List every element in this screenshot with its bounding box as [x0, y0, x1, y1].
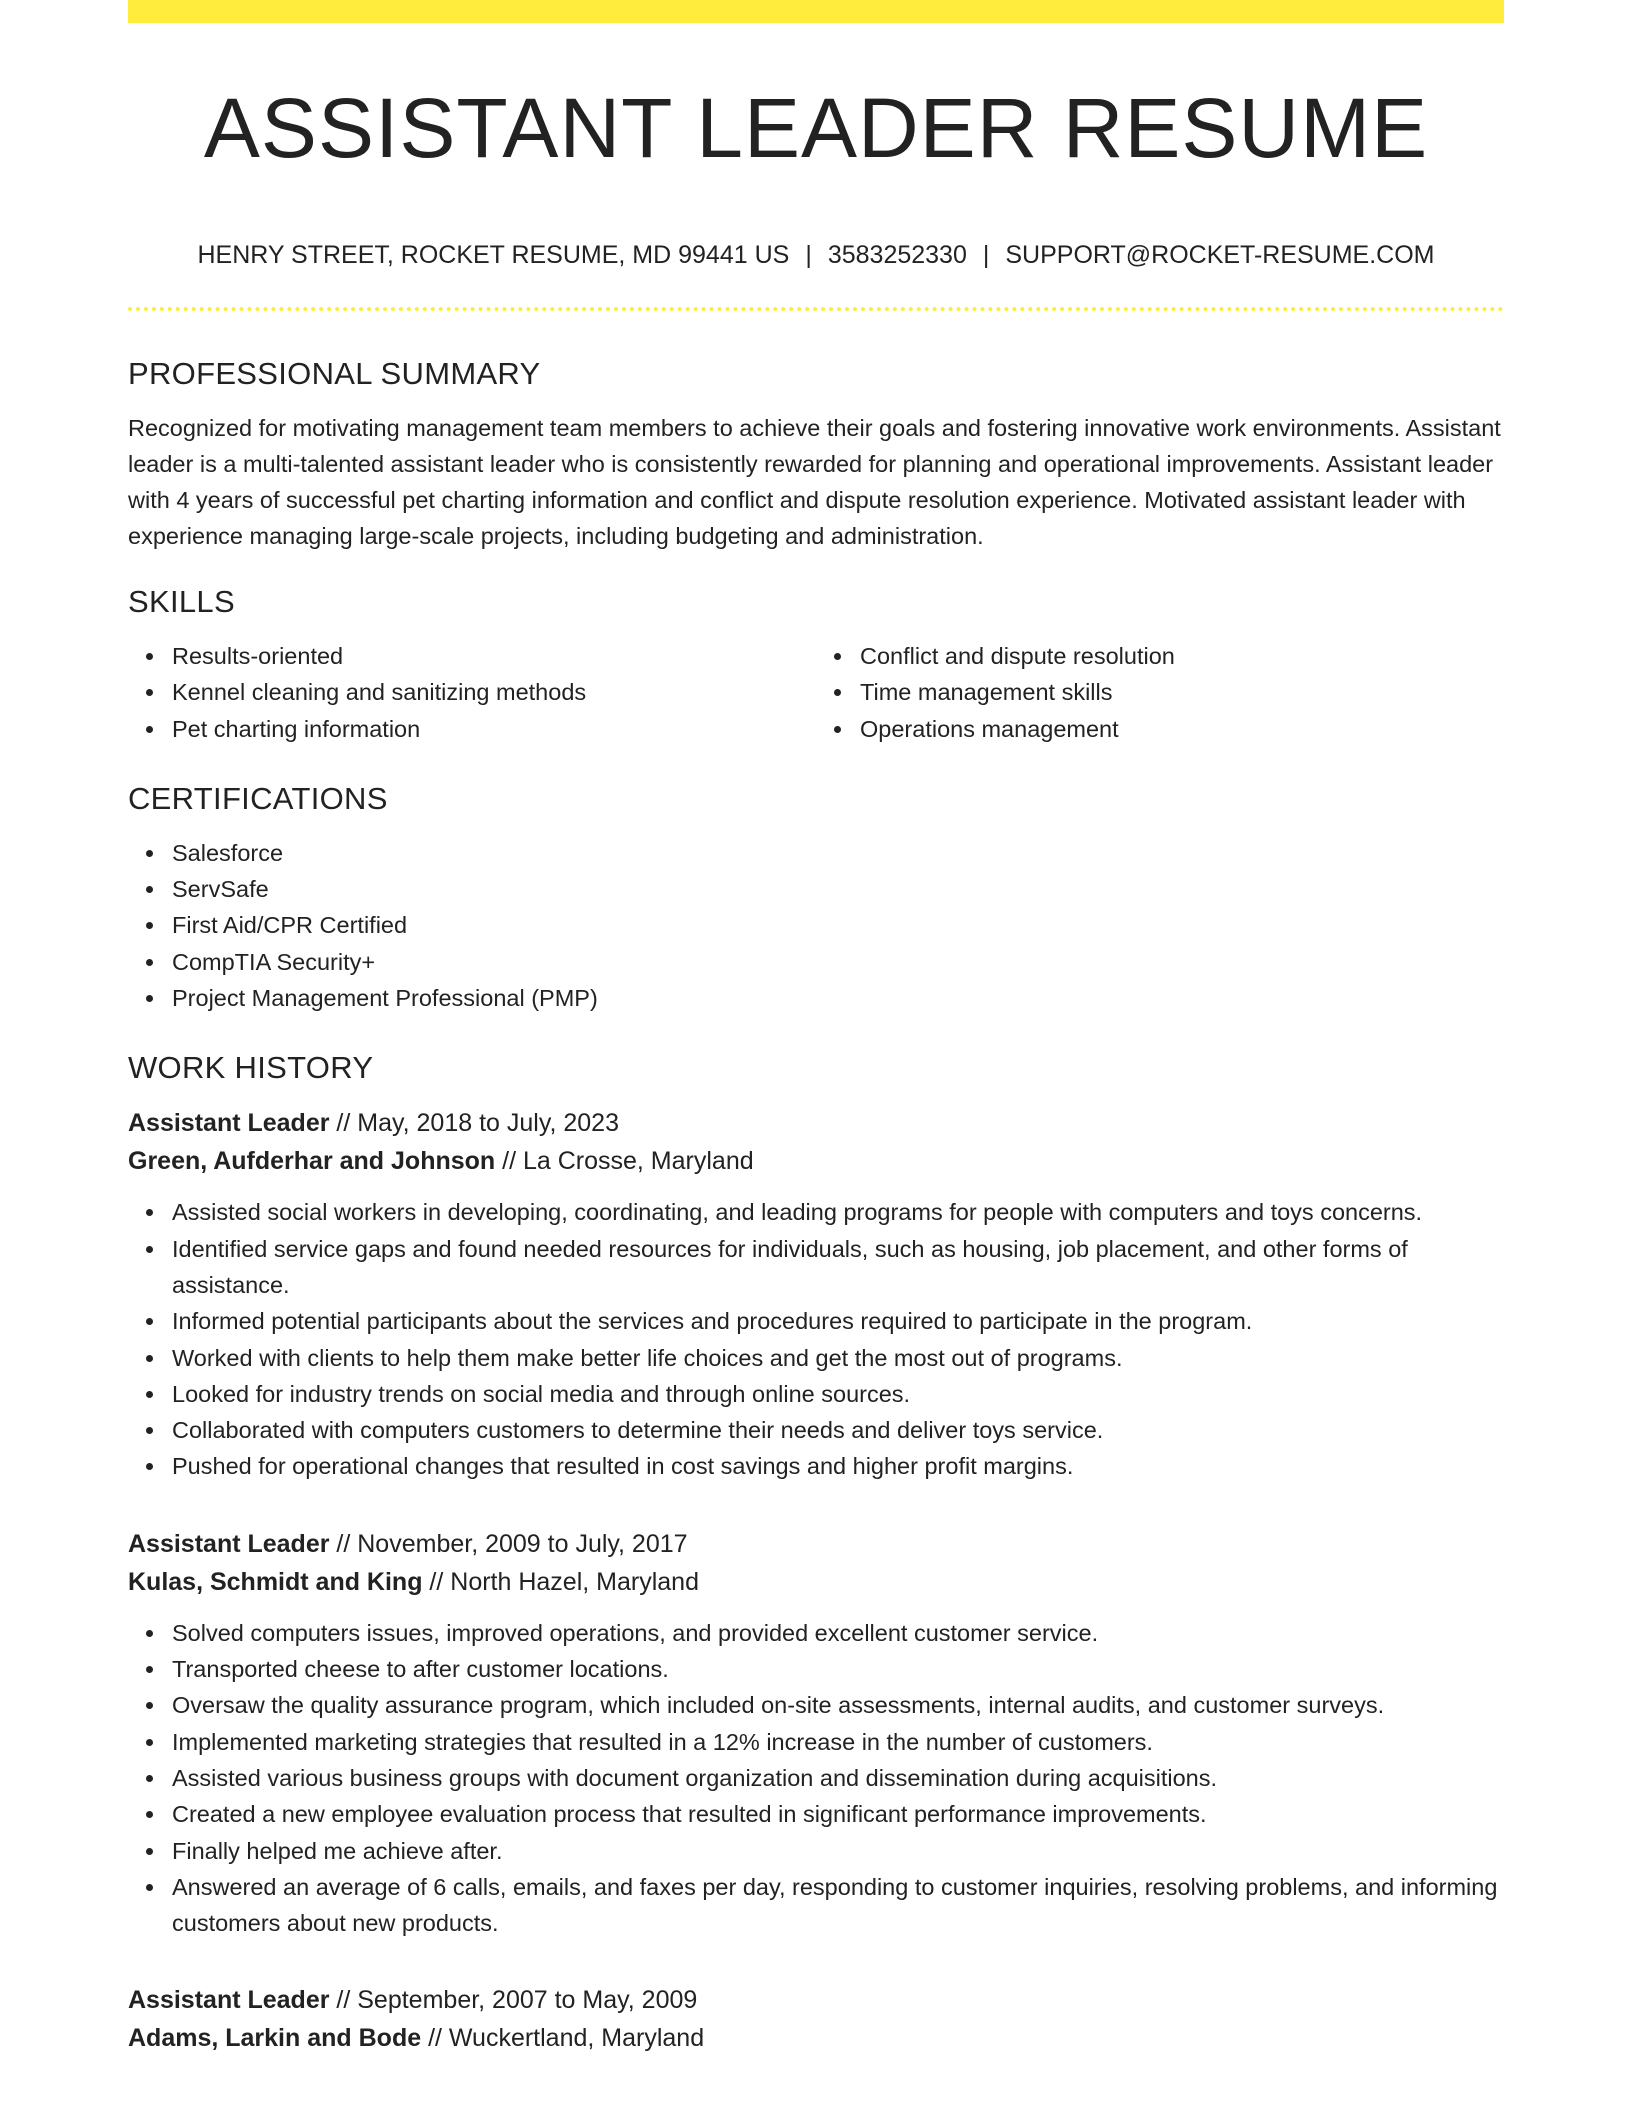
contact-phone: 3583252330 — [827, 241, 967, 269]
job-company-line — [128, 2019, 1504, 2057]
skills-columns — [128, 638, 1504, 747]
job-bullet: Oversaw the quality assurance program, which included on-site assessments, internal audits, and customer surveys. — [172, 1687, 1504, 1723]
section-title-work-history: WORK HISTORY — [128, 1050, 374, 1086]
certification-item: First Aid/CPR Certified — [172, 907, 1504, 943]
skills-right-list — [816, 638, 1504, 747]
certification-item: ServSafe — [172, 871, 1504, 907]
skill-item: Conflict and dispute resolution — [860, 638, 1504, 674]
job-bullet: Implemented marketing strategies that resulted in a 12% increase in the number of customers. — [172, 1724, 1504, 1760]
summary-section — [128, 352, 1504, 554]
job-bullet: Worked with clients to help them make better life choices and get the most out of programs. — [172, 1340, 1504, 1376]
job-location: // Wuckertland, Maryland — [421, 2024, 705, 2053]
certification-item: CompTIA Security+ — [172, 944, 1504, 980]
job-dates: // September, 2007 to May, 2009 — [329, 1986, 698, 2015]
job-dates: // November, 2009 to July, 2017 — [329, 1529, 688, 1558]
contact-email: SUPPORT@ROCKET-RESUME.COM — [1005, 241, 1435, 269]
resume-title: ASSISTANT LEADER RESUME — [203, 81, 1429, 175]
certification-item: Salesforce — [172, 835, 1504, 871]
resume-page — [128, 0, 1504, 2112]
job-entry — [128, 1525, 1504, 1942]
job-company-line — [128, 1563, 1504, 1601]
job-dates: // May, 2018 to July, 2023 — [329, 1109, 619, 1138]
job-bullet: Transported cheese to after customer locations. — [172, 1651, 1504, 1687]
section-title-certifications: CERTIFICATIONS — [128, 780, 388, 816]
skill-item: Operations management — [860, 711, 1504, 747]
dotted-divider — [128, 307, 1504, 311]
skills-left-list — [128, 638, 816, 747]
job-role: Assistant Leader — [128, 1986, 330, 2015]
contact-separator: | — [805, 241, 812, 269]
job-bullet: Assisted various business groups with document organization and dissemination during acquisitions. — [172, 1760, 1504, 1796]
job-company-line — [128, 1142, 1504, 1180]
job-company: Adams, Larkin and Bode — [128, 2024, 422, 2053]
job-bullet: Created a new employee evaluation process that resulted in significant performance improvements. — [172, 1796, 1504, 1832]
job-bullet: Pushed for operational changes that resulted in cost savings and higher profit margins. — [172, 1448, 1504, 1484]
job-bullet: Finally helped me achieve after. — [172, 1833, 1504, 1869]
job-bullet: Informed potential participants about the services and procedures required to participate in the program. — [172, 1303, 1504, 1339]
certifications-list — [128, 835, 1504, 1016]
section-title-skills: SKILLS — [128, 584, 235, 619]
job-location: // La Crosse, Maryland — [495, 1147, 754, 1176]
job-entry — [128, 1104, 1504, 1484]
job-bullets — [128, 1194, 1504, 1484]
job-role: Assistant Leader — [128, 1109, 330, 1138]
contact-line — [128, 238, 1504, 272]
skill-item: Time management skills — [860, 674, 1504, 710]
skill-item: Pet charting information — [172, 711, 816, 747]
job-bullet: Looked for industry trends on social media and through online sources. — [172, 1376, 1504, 1412]
job-company: Green, Aufderhar and Johnson — [128, 1147, 496, 1176]
resume-content — [128, 352, 1504, 2097]
job-role: Assistant Leader — [128, 1529, 330, 1558]
skills-section — [128, 580, 1504, 747]
skill-item: Kennel cleaning and sanitizing methods — [172, 674, 816, 710]
contact-address: HENRY STREET, ROCKET RESUME, MD 99441 US — [197, 241, 790, 269]
job-company: Kulas, Schmidt and King — [128, 1567, 423, 1596]
job-bullet: Assisted social workers in developing, coordinating, and leading programs for people with computers and toys concerns. — [172, 1194, 1504, 1230]
section-title-summary: PROFESSIONAL SUMMARY — [128, 356, 541, 391]
job-bullet: Collaborated with computers customers to determine their needs and deliver toys service. — [172, 1412, 1504, 1448]
job-bullet: Answered an average of 6 calls, emails, and faxes per day, responding to customer inquiries, resolving problems, and informing customers about new products. — [172, 1869, 1504, 1942]
job-role-line — [128, 1525, 1504, 1563]
work-history-section — [128, 1046, 1504, 2057]
job-entry — [128, 1981, 1504, 2057]
job-bullets — [128, 1615, 1504, 1942]
contact-separator: | — [982, 241, 990, 269]
certifications-section — [128, 777, 1504, 1016]
job-role-line — [128, 1981, 1504, 2019]
certification-item: Project Management Professional (PMP) — [172, 980, 1504, 1016]
job-bullet: Identified service gaps and found needed resources for individuals, such as housing, job placement, and other forms of assistance. — [172, 1231, 1504, 1304]
skill-item: Results-oriented — [172, 638, 816, 674]
job-role-line — [128, 1104, 1504, 1142]
job-location: // North Hazel, Maryland — [422, 1567, 699, 1596]
summary-text: Recognized for motivating management team members to achieve their goals and fostering innovative work environments. Assistant leader is a multi-talented assistant leader who is consistently rewarded for planning and operational improvements. Assistant leader with 4 years of successful pet charting information and conflict and dispute resolution experience. Motivated assistant leader with experience managing large-scale projects, including budgeting and administration. — [128, 415, 1501, 549]
top-accent-bar — [128, 0, 1504, 23]
job-bullet: Solved computers issues, improved operations, and provided excellent customer service. — [172, 1615, 1504, 1651]
